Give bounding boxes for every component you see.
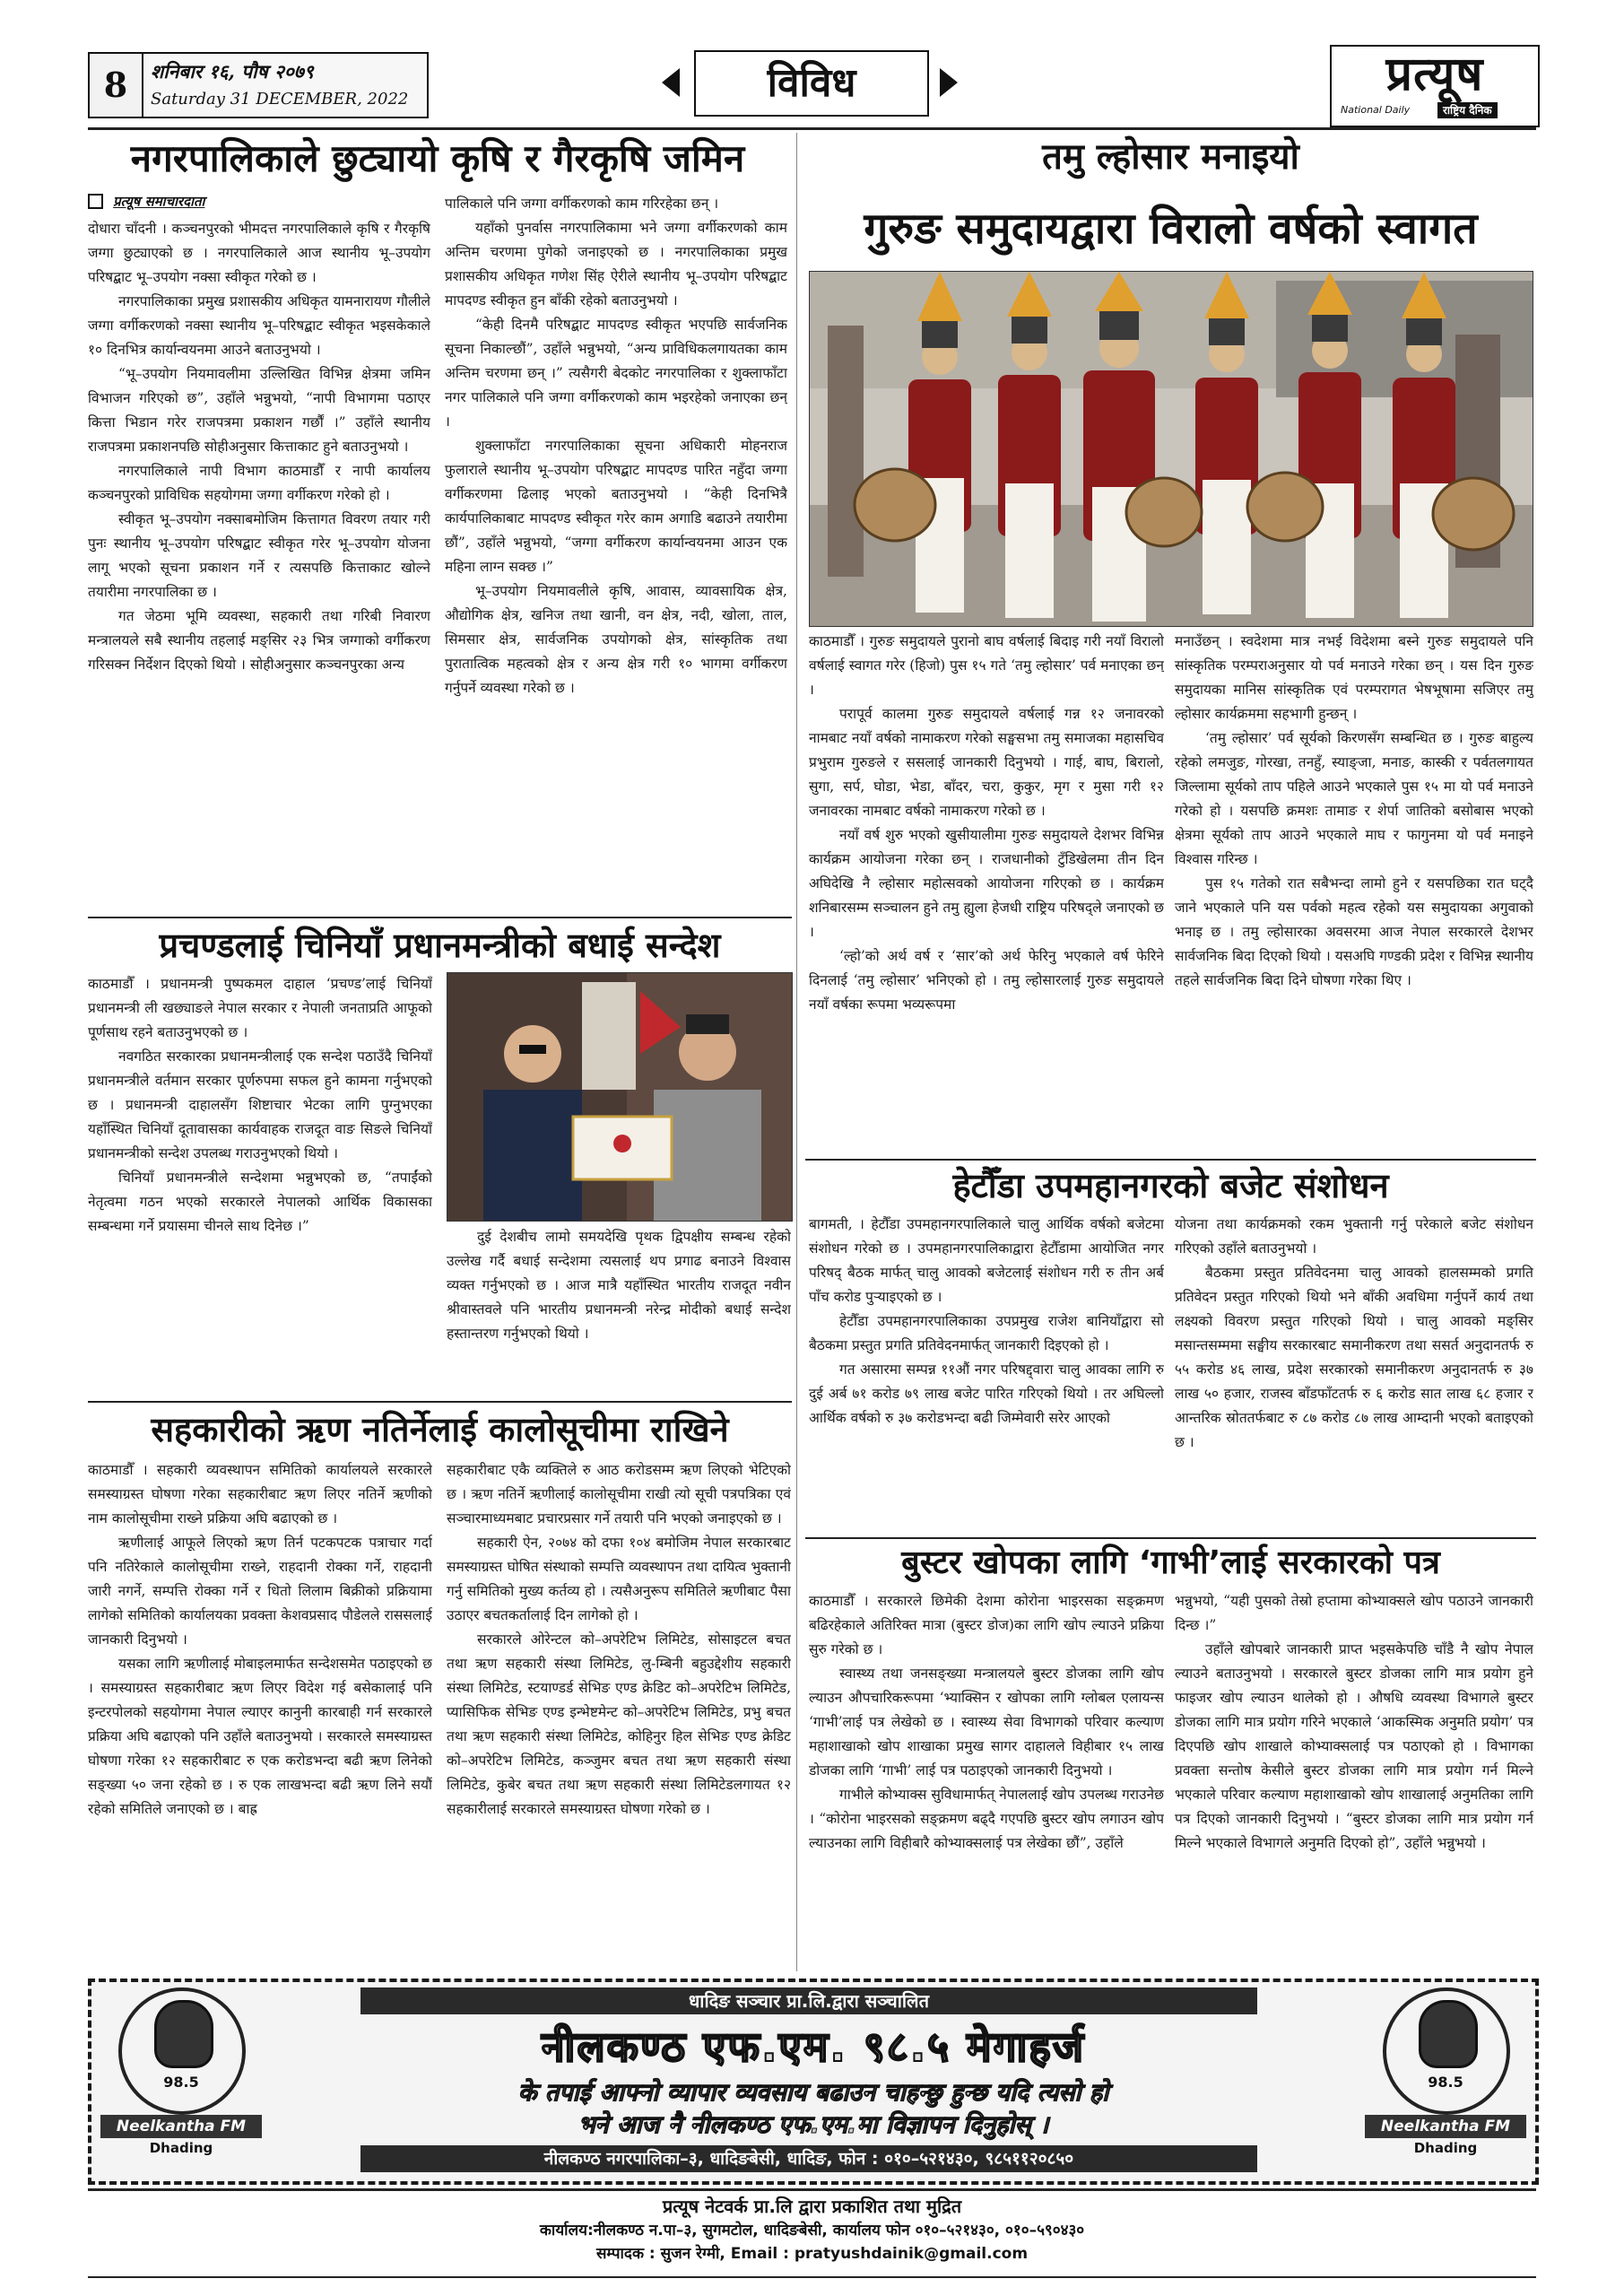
date-box (143, 52, 429, 118)
prev-arrow-icon[interactable] (662, 68, 680, 97)
paragraph: दोधारा चाँदनी । कञ्चनपुरको भीमदत्त नगरपालिकाले कृषि र गैरकृषि जग्गा छुट्याएको छ । नगरपालिकाले आज स्थानीय भू–उपयोग परिषद्बाट भू–उपयोग नक्सा स्वीकृत गरेको छ । (88, 221, 430, 285)
paragraph: सहकारीबाट एकै व्यक्तिले रु आठ करोडसम्म ऋण लिएको भेटिएको छ । ऋण नतिर्ने ऋणीलाई कालोसूचीमा राखी त्यो सूची पत्रपत्रिका एवं सञ्चारमाध्यमबाट प्रचारप्रसार गर्ने तयारी पनि भएको जनाइएको छ । (447, 1462, 791, 1526)
date-english: Saturday 31 DECEMBER, 2022 (151, 90, 409, 109)
imprint-office: कार्यालय:नीलकण्ठ न.पा–३, सुगमटोल, धादिङबेसी, कार्यालय फोन ०१०–५२१४३०, ०१०–५९०४३० (539, 2222, 1085, 2239)
ad-top-banner: धादिङ सञ्चार प्रा.लि.द्वारा सञ्चालित (360, 1987, 1257, 2014)
lhosar-photo (809, 271, 1533, 627)
paragraph: सहकारी ऐन, २०७४ को दफा १०४ बमोजिम नेपाल सरकारबाट समस्याग्रस्त घोषित संस्थाको सम्पत्ति व्यवस्थापन तथा दायित्व भुक्तानी गर्नु समितिको मुख्य कर्तव्य हो । त्यसैअनुरूप समितिले ऋणीबाट पैसा उठाएर बचतकर्तालाई दिन लागेको हो । (447, 1535, 791, 1623)
paragraph: बैठकमा प्रस्तुत प्रतिवेदनमा चालु आवको हालसम्मको प्रगति प्रतिवेदन प्रस्तुत गरिएको थियो भने बाँकी अवधिमा गर्नुपर्ने कार्य तथा लक्ष्यको विवरण प्रस्तुत गरिएको थियो । चालु आवको मङ्सिर मसान्तसम्ममा सङ्घीय सरकारबाट समानीकरण तथा ससर्त अनुदानतर्फ रु ५५ करोड ४६ लाख, प्रदेश सरकारको समानीकरण अनुदानतर्फ रु ३७ लाख ५० हजार, राजस्व बाँडफाँटतर्फ रु ६ करोड सात लाख ६८ हजार र आन्तरिक स्रोततर्फबाट रु ८७ करोड ८७ लाख आम्दानी भएको बताइएको छ । (1175, 1265, 1533, 1450)
logo-sub-np: राष्ट्रिय दैनिक (1437, 102, 1498, 118)
neelkantha-fm-ad (88, 1979, 1539, 2185)
paragraph: गत असारमा सम्पन्न ११औं नगर परिषद्द्वारा चालु आवका लागि रु दुई अर्ब ७१ करोड ७९ लाख बजेट पारित गरिएको थियो । तर अघिल्लो आर्थिक वर्षको रु ३७ करोडभन्दा बढी जिम्मेवारी सरेर आएको (809, 1361, 1164, 1426)
ad-logo-place: Dhading (149, 2140, 213, 2156)
ad-logo-name: Neelkantha FM (1365, 2115, 1526, 2138)
story4-headline: हेटौँडा उपमहानगरको बजेट संशोधन (952, 1166, 1389, 1205)
ad-logo-left (100, 1987, 262, 2171)
ad-logo-name: Neelkantha FM (100, 2115, 262, 2138)
paragraph: दुई देशबीच लामो समयदेखि पृथक द्विपक्षीय सम्बन्ध रहेको उल्लेख गर्दै बधाई सन्देशमा त्यसलाई थप प्रगाढ बनाउने विश्वास व्यक्त गर्नुभएको छ । आज मात्रै यहाँस्थित भारतीय राजदूत नवीन श्रीवास्तवले पनि भारतीय प्रधानमन्त्री नरेन्द्र मोदीको बधाई सन्देश हस्तान्तरण गर्नुभएको थियो । (447, 1229, 791, 1342)
paragraph: ‘तमु ल्होसार’ पर्व सूर्यको किरणसँग सम्बन्धित छ । गुरुङ बाहुल्य रहेको लमजुङ, गोरखा, तनहुँ, स्याङ्जा, मनाङ, कास्की र पर्वतलगायत जिल्लामा सूर्यको ताप पहिले आउने भएकाले पुस १५ मा यो पर्व मनाउने गरेको हो । यसपछि क्रमशः तामाङ र शेर्पा जातिको बसोबास भएको क्षेत्रमा सूर्यको ताप आउने भएकाले माघ र फागुनमा यो पर्व मनाइने विश्वास गरिन्छ । (1175, 730, 1533, 867)
paragraph: पुस १५ गतेको रात सबैभन्दा लामो हुने र यसपछिका रात घट्दै जाने भएकाले पनि यस पर्वको महत्व रहेको यस समुदायका अगुवाको भनाइ छ । तमु ल्होसारका अवसरमा आज नेपाल सरकारले देशभर सार्वजनिक बिदा दिएको थियो । यसअघि गण्डकी प्रदेश र विभिन्न स्थानीय तहले सार्वजनिक बिदा दिने घोषणा गरेका थिए । (1175, 875, 1533, 988)
story2-col2 (1175, 630, 1533, 1155)
story4-col1 (809, 1213, 1164, 1531)
ad-logo-freq: 98.5 (163, 2074, 199, 2091)
paragraph: उहाँले खोपबारे जानकारी प्राप्त भइसकेपछि चाँडै नै खोप नेपाल ल्याउने बताउनुभयो । सरकारले बुस्टर डोजका लागि मात्र प्रयोग हुने फाइजर खोप ल्याउन थालेको हो । औषधि व्यवस्था विभागले बुस्टर डोजका लागि मात्र प्रयोग गरिने भएकाले ‘आकस्मिक अनुमति प्रयोग’ पत्र दिएपछि खोप शाखाले कोभ्याक्सलाई पत्र पठाएको हो । विभागका प्रवक्ता सन्तोष केसीले बुस्टर डोजका लागि मात्र प्रयोग गर्न मिल्ने भएकाले परिवार कल्याण महाशाखाको खोप शाखालाई अनुमतिका लागि पत्र दिएको जानकारी दिनुभयो । “बुस्टर डोजका लागि मात्र प्रयोग गर्न मिल्ने भएकाले विभागले अनुमति दिएको हो”, उहाँले भन्नुभयो । (1175, 1641, 1533, 1851)
paragraph: काठमाडौँ । प्रधानमन्त्री पुष्पकमल दाहाल ‘प्रचण्ड’लाई चिनियाँ प्रधानमन्त्री ली खछ्याङले नेपाल सरकार र नेपाली जनताप्रति आफूको पूर्णसाथ रहने बताउनुभएको छ । (88, 976, 432, 1040)
story-rule (805, 1159, 1536, 1161)
masthead-rule (88, 127, 1536, 130)
ad-line-2: भने आज नै नीलकण्ठ एफ.एम.मा विज्ञापन दिनुहोस् । (578, 2111, 1049, 2139)
story6-col2 (1175, 1589, 1533, 1971)
column-divider (796, 133, 797, 1971)
paragraph: यहाँको पुनर्वास नगरपालिकामा भने जग्गा वर्गीकरणको काम अन्तिम चरणमा पुगेको जनाइएको छ । नगरपालिकाका प्रमुख प्रशासकीय अधिकृत गणेश सिंह ऐरीले स्थानीय भू–उपयोग परिषद्बाट मापदण्ड स्वीकृत हुन बाँकी रहेको बताउनुभयो । (445, 220, 787, 309)
paragraph: सरकारले ओरेन्टल को–अपरेटिभ लिमिटेड, सोसाइटल बचत तथा ऋण सहकारी संस्था लिमिटेड, लु-म्बिनी बहुउद्देशीय सहकारी संस्था लिमिटेड, स्टयाण्डर्ड सेभिङ एण्ड क्रेडिट को–अपरेटिभ लिमिटेड, प्यासिफिक सेभिङ एण्ड इन्भेष्टमेन्ट को–अपरेटिभ लिमिटेड, प्रभु बचत तथा ऋण सहकारी संस्था लिमिटेड, कोहिनुर हिल सेभिङ एण्ड क्रेडिट को–अपरेटिभ लिमिटेड, कञ्जुमर बचत तथा ऋण सहकारी संस्था लिमिटेड, कुबेर बचत तथा ऋण सहकारी संस्था लिमिटेडलगायत १२ सहकारीलाई सरकारले समस्याग्रस्त घोषणा गरेको छ । (447, 1631, 791, 1817)
paragraph: काठमाडौँ । गुरुङ समुदायले पुरानो बाघ वर्षलाई बिदाइ गरी नयाँ विरालो वर्षलाई स्वागत गरेर (हिजो) पुस १५ गते ‘तमु ल्होसार’ पर्व मनाएका छन् । (809, 633, 1164, 698)
ad-contact: नीलकण्ठ नगरपालिका–३, धादिङबेसी, धादिङ, फोन : ०१०–५२१४३०, ९८५११२०८५० (360, 2145, 1257, 2172)
imprint-publisher: प्रत्यूष नेटवर्क प्रा.लि द्वारा प्रकाशित तथा मुद्रित (662, 2196, 962, 2217)
story6-headline: बुस्टर खोपका लागि ‘गाभी’लाई सरकारको पत्र (901, 1544, 1440, 1581)
date-nepali: शनिबार १६, पौष २०७९ (151, 60, 314, 83)
paragraph: ऋणीलाई आफूले लिएको ऋण तिर्न पटकपटक पत्राचार गर्दा पनि नतिरेकाले कालोसूचीमा राख्ने, राहदानी रोक्का गर्ने, राहदानी जारी नगर्ने, सम्पत्ति रोक्का गर्ने र धितो लिलाम बिक्रीको प्रक्रियामा लागेको समितिको कार्यालयका प्रवक्ता केशवप्रसाद पौडेलले राससलाई जानकारी दिनुभयो । (88, 1535, 432, 1648)
paragraph: नयाँ वर्ष शुरु भएको खुसीयालीमा गुरुङ समुदायले देशभर विभिन्न कार्यक्रम आयोजना गरेका छन् । राजधानीको टुँडिखेलमा तीन दिन अघिदेखि नै ल्होसार महोत्सवको आयोजना गरिएको छ । कार्यक्रम शनिबारसम्म सञ्चालन हुने तमु ह्युला हेजधी राष्ट्रिय परिषद्ले जनाएको छ । (809, 827, 1164, 940)
story1-headline: नगरपालिकाले छुट्यायो कृषि र गैरकृषि जमिन (130, 136, 745, 180)
byline-box-icon (88, 194, 103, 209)
paragraph: ‘ल्हो’को अर्थ वर्ष र ‘सार’को अर्थ फेरिनु भएकाले वर्ष फेरिने दिनलाई ‘तमु ल्होसार’ भनिएको हो । तमु ल्होसारलाई गुरुङ समुदायले नयाँ वर्षका रूपमा भव्यरूपमा (809, 948, 1164, 1013)
paragraph: योजना तथा कार्यक्रमको रकम भुक्तानी गर्नु परेकाले बजेट संशोधन गरिएको उहाँले बताउनुभयो । (1175, 1216, 1533, 1257)
radio-ring-icon (118, 1987, 246, 2115)
paragraph: मनाउँछन् । स्वदेशमा मात्र नभई विदेशमा बस्ने गुरुङ समुदायले पनि सांस्कृतिक परम्पराअनुसार यो पर्व मनाउने गरेका छन् । यस दिन गुरुङ समुदायका मानिस सांस्कृतिक एवं परम्परागत भेषभूषामा सजिएर तमु ल्होसार कार्यक्रममा सहभागी हुन्छन् । (1175, 633, 1533, 722)
story3-col1 (88, 972, 432, 1394)
paragraph: यसका लागि ऋणीलाई मोबाइलमार्फत सन्देशसमेत पठाइएको छ । समस्याग्रस्त सहकारीबाट ऋण लिएर विदेश गई बसेकालाई पनि इन्टरपोलको सहयोगमा नेपाल ल्याएर कानुनी कारबाही गर्न सरकारले प्रक्रिया अघि बढाएको पनि उहाँले बताउनुभयो । सरकारले समस्याग्रस्त घोषणा गरेका १२ सहकारीबाट रु एक करोडभन्दा बढी ऋण लिनेको सङ्ख्या ५० जना रहेको छ । रु एक लाखभन्दा बढी ऋण लिने सयौं रहेको समितिले जनाएको छ । बाह्र (88, 1656, 432, 1817)
story1-col1 (88, 217, 430, 912)
story2-col1 (809, 630, 1164, 1155)
radio-ring-icon (1383, 1987, 1510, 2115)
logo-sub-en: National Daily (1341, 104, 1411, 116)
paragraph: भन्नुभयो, “यही पुसको तेस्रो हप्तामा कोभ्याक्सले खोप पठाउने जानकारी दिन्छ ।” (1175, 1593, 1533, 1633)
paragraph: नवगठित सरकारका प्रधानमन्त्रीलाई एक सन्देश पठाउँदै चिनियाँ प्रधानमन्त्रीले वर्तमान सरकार पूर्णरुपमा सफल हुने कामना गर्नुभएको छ । प्रधानमन्त्री दाहालसँग शिष्टाचार भेटका लागि पुग्नुभएका यहाँस्थित चिनियाँ दूतावासका कार्यवाहक राजदूत वाङ सिङले चिनियाँ प्रधानमन्त्रीको सन्देश उपलब्ध गराउनुभएको थियो । (88, 1048, 432, 1161)
paragraph: नगरपालिकाका प्रमुख प्रशासकीय अधिकृत यामनारायण गौलीले जग्गा वर्गीकरणको नक्सा स्थानीय भू–परिषद्बाट स्वीकृत भइसकेकाले १० दिनभित्र कार्यान्वयनमा आउने बताउनुभयो । (88, 293, 430, 358)
logo (1330, 45, 1540, 127)
imprint (88, 2194, 1536, 2274)
paragraph: परापूर्व कालमा गुरुङ समुदायले वर्षलाई गन्न १२ जनावरको नामबाट नयाँ वर्षको नामाकरण गरेको सङ्घसभा तमु समाजका महासचिव प्रभुराम गुरुङले र ससलाई जानकारी दिनुभयो । गाई, बाघ, बिरालो, सुगा, सर्प, घोडा, भेडा, बाँदर, चरा, कुकुर, मृग र मुसा गरी १२ जनावरका नामबाट वर्षको नामाकरण गरेको छ । (809, 706, 1164, 819)
story-rule (88, 1401, 792, 1403)
paragraph: भू–उपयोग नियमावलीले कृषि, आवास, व्यावसायिक क्षेत्र, औद्योगिक क्षेत्र, खनिज तथा खानी, वन क्षेत्र, नदी, खोला, ताल, सिमसार क्षेत्र, सार्वजनिक उपयोगको क्षेत्र, सांस्कृतिक तथा पुरातात्विक महत्वको क्षेत्र र अन्य क्षेत्र गरी १० भागमा वर्गीकरण गर्नुपर्ने व्यवस्था गरेको छ । (445, 583, 787, 696)
paragraph: काठमाडौँ । सहकारी व्यवस्थापन समितिको कार्यालयले सरकारले समस्याग्रस्त घोषणा गरेका सहकारीबाट ऋण लिएर नतिर्ने ऋणीको नाम कालोसूचीमा राख्ने प्रक्रिया अघि बढाएको छ । (88, 1462, 432, 1526)
footer-bottom-rule (88, 2276, 1536, 2278)
paragraph: “भू–उपयोग नियमावलीमा उल्लिखित विभिन्न क्षेत्रमा जमिन विभाजन गरिएको छ”, उहाँले भन्नुभयो, “नापी विभागमा पठाएर कित्ता भिडान गरेर राजपत्रमा प्रकाशन गर्छौं ।” उहाँले स्थानीय राजपत्रमा प्रकाशनपछि सोहीअनुसार कित्ताकाट हुने बताउनुभयो । (88, 366, 430, 455)
paragraph: गाभीले कोभ्याक्स सुविधामार्फत् नेपाललाई खोप उपलब्ध गराउनेछ । “कोरोना भाइरसको सङ्क्रमण बढ्दै गएपछि बुस्टर खोप लगाउन खोप ल्याउनका लागि विहीबारै कोभ्याक्सलाई पत्र लेखेका छौं”, उहाँले (809, 1787, 1164, 1851)
story1-col2 (445, 192, 787, 909)
page-number-box (88, 52, 143, 118)
paragraph: “केही दिनमै परिषद्बाट मापदण्ड स्वीकृत भएपछि सार्वजनिक सूचना निकाल्छौं”, उहाँले भन्नुभयो, “अन्य प्राविधिकलगायतका काम अन्तिम चरणमा छन् ।” त्यसैगरी बेदकोट नगरपालिका र शुक्लाफाँटा नगर पालिकाले पनि जग्गा वर्गीकरणको काम भइरहेको जनाएका छन् । (445, 317, 787, 430)
story3-headline: प्रचण्डलाई चिनियाँ प्रधानमन्त्रीको बधाई सन्देश (159, 926, 721, 965)
story5-col2 (447, 1458, 791, 1971)
paragraph: स्वास्थ्य तथा जनसङ्ख्या मन्त्रालयले बुस्टर डोजका लागि खोप ल्याउन औपचारिकरूपमा ‘भ्याक्सिन र खोपका लागि ग्लोबल एलायन्स ‘गाभी’लाई पत्र लेखेको छ । स्वास्थ्य सेवा विभागको परिवार कल्याण महाशाखाको खोप शाखाका प्रमुख सागर दाहालले विहीबार १५ लाख डोजका लागि ‘गाभी’ लाई पत्र पठाइएको जानकारी दिनुभयो । (809, 1665, 1164, 1779)
paragraph: स्वीकृत भू–उपयोग नक्साबमोजिम कित्तागत विवरण तयार गरी पुनः स्थानीय भू–उपयोग परिषद्बाट स्वीकृत गरेर भू–उपयोग योजना लागू भएको सूचना प्रकाशन गर्ने र त्यसपछि कित्ताकाट खोल्ने तयारीमा नगरपालिका छ । (88, 511, 430, 600)
paragraph: चिनियाँ प्रधानमन्त्रीले सन्देशमा भन्नुभएको छ, “तपाईंको नेतृत्वमा गठन भएको सरकारले नेपालको आर्थिक विकासका सम्बन्धमा गर्ने प्रयासमा चीनले साथ दिनेछ ।” (88, 1170, 432, 1234)
paragraph: नगरपालिकाले नापी विभाग काठमाडौँ र नापी कार्यालय कञ्चनपुरको प्राविधिक सहयोगमा जग्गा वर्गीकरण गरेको हो । (88, 463, 430, 503)
story-rule (88, 917, 792, 918)
paragraph: गत जेठमा भूमि व्यवस्था, सहकारी तथा गरिबी निवारण मन्त्रालयले सबै स्थानीय तहलाई मङ्सिर २३ भित्र जग्गाको वर्गीकरण गरिसक्न निर्देशन दिएको थियो । सोहीअनुसार कञ्चनपुरका अन्य (88, 608, 430, 673)
imprint-editor: सम्पादक : सुजन रेग्मी, Email : pratyushdainik@gmail.com (595, 2245, 1029, 2263)
ad-logo-place: Dhading (1413, 2140, 1478, 2156)
ad-logo-right (1365, 1987, 1526, 2171)
prachanda-photo-drawing (447, 973, 792, 1221)
story6-col1 (809, 1589, 1164, 1971)
masthead (88, 45, 1536, 126)
footer-rule (88, 2188, 1536, 2191)
story1-byline-text: प्रत्यूष समाचारदाता (113, 193, 205, 210)
story2-headline: गुरुङ समुदायद्वारा विरालो वर्षको स्वागत (864, 204, 1478, 254)
paragraph: पालिकाले पनि जग्गा वर्गीकरणको काम गरिरहेका छन् । (445, 196, 719, 212)
page-number: 8 (103, 65, 128, 105)
story2-kicker: तमु ल्होसार मनाइयो (1042, 136, 1299, 178)
story1-byline (88, 192, 303, 215)
logo-text: प्रत्यूष (1385, 47, 1484, 101)
section-nav (662, 48, 958, 120)
paragraph: काठमाडौँ । सरकारले छिमेकी देशमा कोरोना भाइरसका सङ्क्रमण बढिरहेकाले अतिरिक्त मात्रा (बुस्टर डोज)का लागि खोप ल्याउने प्रक्रिया सुरु गरेको छ । (809, 1593, 1164, 1657)
paragraph: बागमती, । हेटौँडा उपमहानगरपालिकाले चालु आर्थिक वर्षको बजेटमा संशोधन गरेको छ । उपमहानगरपालिकाद्वारा हेटौँडामा आयोजित नगर परिषद् बैठक मार्फत् चालु आवको बजेटलाई संशोधन गरी रु तीन अर्ब पाँच करोड पुऱ्याइएको छ । (809, 1216, 1164, 1305)
paragraph: हेटौँडा उपमहानगरपालिकाका उपप्रमुख राजेश बानियाँद्वारा सो बैठकमा प्रस्तुत प्रगति प्रतिवेदनमार्फत् जानकारी दिइएको हो । (809, 1313, 1164, 1353)
paragraph: शुक्लाफाँटा नगरपालिकाका सूचना अधिकारी मोहनराज फुलाराले स्थानीय भू–उपयोग परिषद्बाट मापदण्ड पारित नहुँदा जग्गा वर्गीकरणमा ढिलाइ भएको बताउनुभयो । “केही दिनभित्रै कार्यपालिकाबाट मापदण्ड स्वीकृत गरेर काम अगाडि बढाउने तयारीमा छौं”, उहाँले भन्नुभयो, “जग्गा वर्गीकरण कार्यान्वयनमा आउन एक महिना लाग्न सक्छ ।” (445, 438, 787, 575)
ad-line-1: के तपाई आफ्नो व्यापार व्यवसाय बढाउन चाहन्छु हुन्छ यदि त्यसो हो (517, 2079, 1109, 2107)
story5-headline: सहकारीको ऋण नतिर्नेलाई कालोसूचीमा राखिने (151, 1410, 729, 1449)
ad-logo-freq: 98.5 (1428, 2074, 1463, 2091)
prachanda-photo (447, 972, 793, 1222)
story3-col2 (447, 1225, 791, 1396)
ad-title: नीलकण्ठ एफ.एम. ९८.५ मेगाहर्ज (542, 2022, 1085, 2071)
lhosar-photo-drawing (810, 272, 1533, 626)
next-arrow-icon[interactable] (940, 68, 958, 97)
section-title: विविध (694, 50, 929, 117)
story5-col1 (88, 1458, 432, 1971)
story4-col2 (1175, 1213, 1533, 1531)
